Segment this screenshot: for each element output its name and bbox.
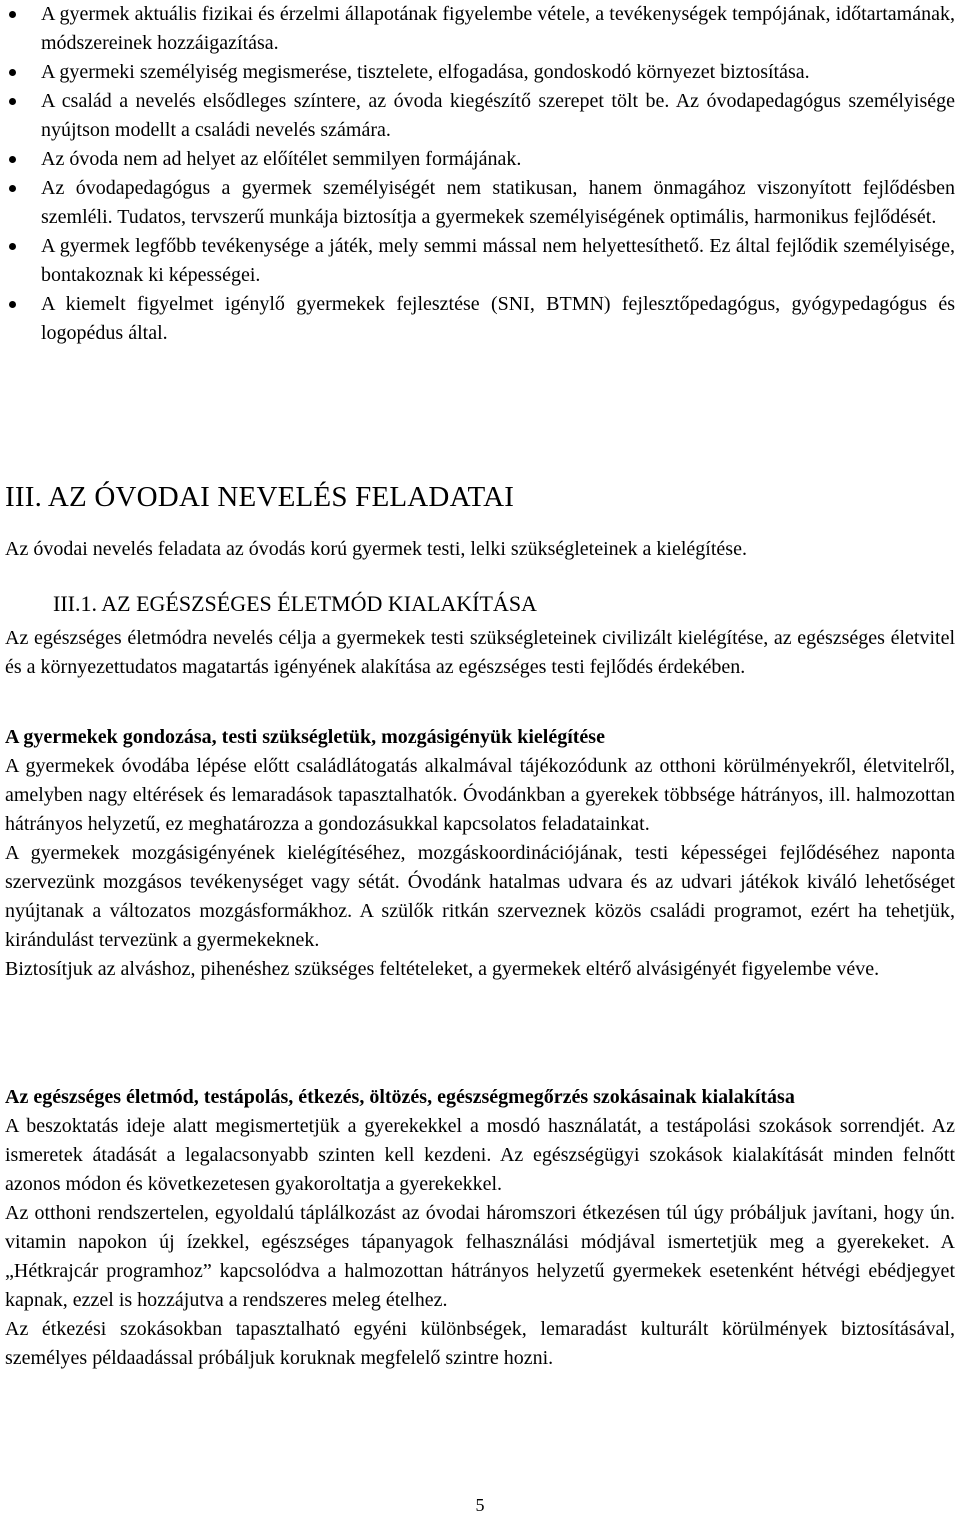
- paragraph: Az otthoni rendszertelen, egyoldalú táplálkozást az óvodai háromszori étkezésen túl úgy próbáljuk javítani, hogy ún. vitamin napokon új ízekkel, egészséges tápanyagok felhasználási módjával ismertetjük meg a gyerekeket. A „Hétkrajcár programhoz” kapcsolódva a halmozottan hátrányos helyzetű gyermekek esetenként hétvégi ebédjegyet kapnak, ezzel is hozzájutva a rendszeres meleg ételhez.: [5, 1202, 955, 1311]
- paragraph: Az étkezési szokásokban tapasztalható egyéni különbségek, lemaradást kulturált körülmények biztosításával, személyes példaadással próbáljuk koruknak megfelelő szintre hozni.: [5, 1318, 955, 1369]
- section-title: III. AZ ÓVODAI NEVELÉS FELADATAI: [5, 481, 515, 513]
- list-item-text: Az óvodapedagógus a gyermek személyiségét nem statikusan, hanem önmagához viszonyított fejlődésben szemléli. Tudatos, tervszerű munkája biztosítja a gyermekek személyiségének optimális, harmonikus fejlődését.: [41, 177, 955, 228]
- bullet-icon: [9, 243, 16, 250]
- list-item-text: A gyermeki személyiség megismerése, tisztelete, elfogadása, gondoskodó környezet biztosítása.: [41, 61, 810, 83]
- list-item-text: A család a nevelés elsődleges színtere, az óvoda kiegészítő szerepet tölt be. Az óvodapedagógus személyisége nyújtson modellt a családi nevelés számára.: [41, 90, 955, 141]
- bullet-icon: [9, 185, 16, 192]
- block-heading-care: A gyermekek gondozása, testi szükségletük, mozgásigényük kielégítése: [5, 726, 605, 748]
- bullet-icon: [9, 11, 16, 18]
- bullet-icon: [9, 98, 16, 105]
- paragraph: A gyermekek mozgásigényének kielégítéséhez, mozgáskoordinációjának, testi képességei fejlődéséhez naponta szervezünk mozgásos tevékenységet vagy sétát. Óvodánk hatalmas udvara és az udvari játékok kiváló lehetőséget nyújtanak a változatos mozgásformákhoz. A szülők ritkán szerveznek közös családi programot, ezért ha tehetjük, kirándulást tervezünk a gyermekeknek.: [5, 842, 955, 951]
- list-item: [5, 174, 955, 232]
- block-heading-habits: Az egészséges életmód, testápolás, étkezés, öltözés, egészségmegőrzés szokásainak kialakítása: [5, 1086, 795, 1108]
- list-item-text: A gyermek legfőbb tevékenysége a játék, mely semmi mással nem helyettesíthető. Ez által fejlődik személyisége, bontakoznak ki képességei.: [41, 235, 955, 286]
- list-item: [5, 232, 955, 290]
- list-item: [5, 58, 955, 87]
- page-number: 5: [475, 1495, 485, 1515]
- list-item: [5, 87, 955, 145]
- principles-bullet-list: [5, 0, 955, 348]
- bullet-icon: [9, 156, 16, 163]
- subsection-intro: [5, 624, 955, 682]
- list-item-text: A gyermek aktuális fizikai és érzelmi állapotának figyelembe vétele, a tevékenységek tempójának, időtartamának, módszereinek hozzáigazítása.: [41, 3, 955, 54]
- paragraph: A gyermekek óvodába lépése előtt családlátogatás alkalmával tájékozódunk az otthoni körülményekről, életvitelről, amelyben nagy eltérések és lemaradások tapasztalhatók. Óvodánkban a gyerekek többsége hátrányos, ill. halmozottan hátrányos helyzetű, ez meghatározza a gondozásukkal kapcsolatos feladatainkat.: [5, 755, 955, 835]
- list-item-text: Az óvoda nem ad helyet az előítélet semmilyen formájának.: [41, 148, 522, 170]
- bullet-icon: [9, 69, 16, 76]
- intro-paragraph: Az egészséges életmódra nevelés célja a gyermekek testi szükségleteinek civilizált kielégítése, az egészséges életvitel és a környezettudatos magatartás igényének alakítása az egészséges testi fejlődés érdekében.: [5, 627, 955, 678]
- bullet-icon: [9, 301, 16, 308]
- list-item: [5, 145, 955, 174]
- healthy-habits-block: [5, 1083, 955, 1373]
- paragraph: A beszoktatás ideje alatt megismertetjük a gyerekekkel a mosdó használatát, a testápolási szokások sorrendjét. Az ismeretek átadását a legalacsonyabb szinten kell kezdeni. Az egészségügyi szokások kialakítását minden felnőtt azonos módon és következetesen gyakoroltatja a gyerekekkel.: [5, 1115, 955, 1195]
- subsection-title: III.1. AZ EGÉSZSÉGES ÉLETMÓD KIALAKÍTÁSA: [53, 591, 537, 616]
- list-item: [5, 290, 955, 348]
- list-item: [5, 0, 955, 58]
- list-item-text: A kiemelt figyelmet igénylő gyermekek fejlesztése (SNI, BTMN) fejlesztőpedagógus, gyógypedagógus és logopédus által.: [41, 293, 955, 344]
- section-lead-paragraph: Az óvodai nevelés feladata az óvodás korú gyermek testi, lelki szükségleteinek a kielégítése.: [5, 538, 747, 560]
- care-needs-block: [5, 723, 955, 984]
- paragraph: Biztosítjuk az alváshoz, pihenéshez szükséges feltételeket, a gyermekek eltérő alvásigényét figyelembe véve.: [5, 958, 880, 980]
